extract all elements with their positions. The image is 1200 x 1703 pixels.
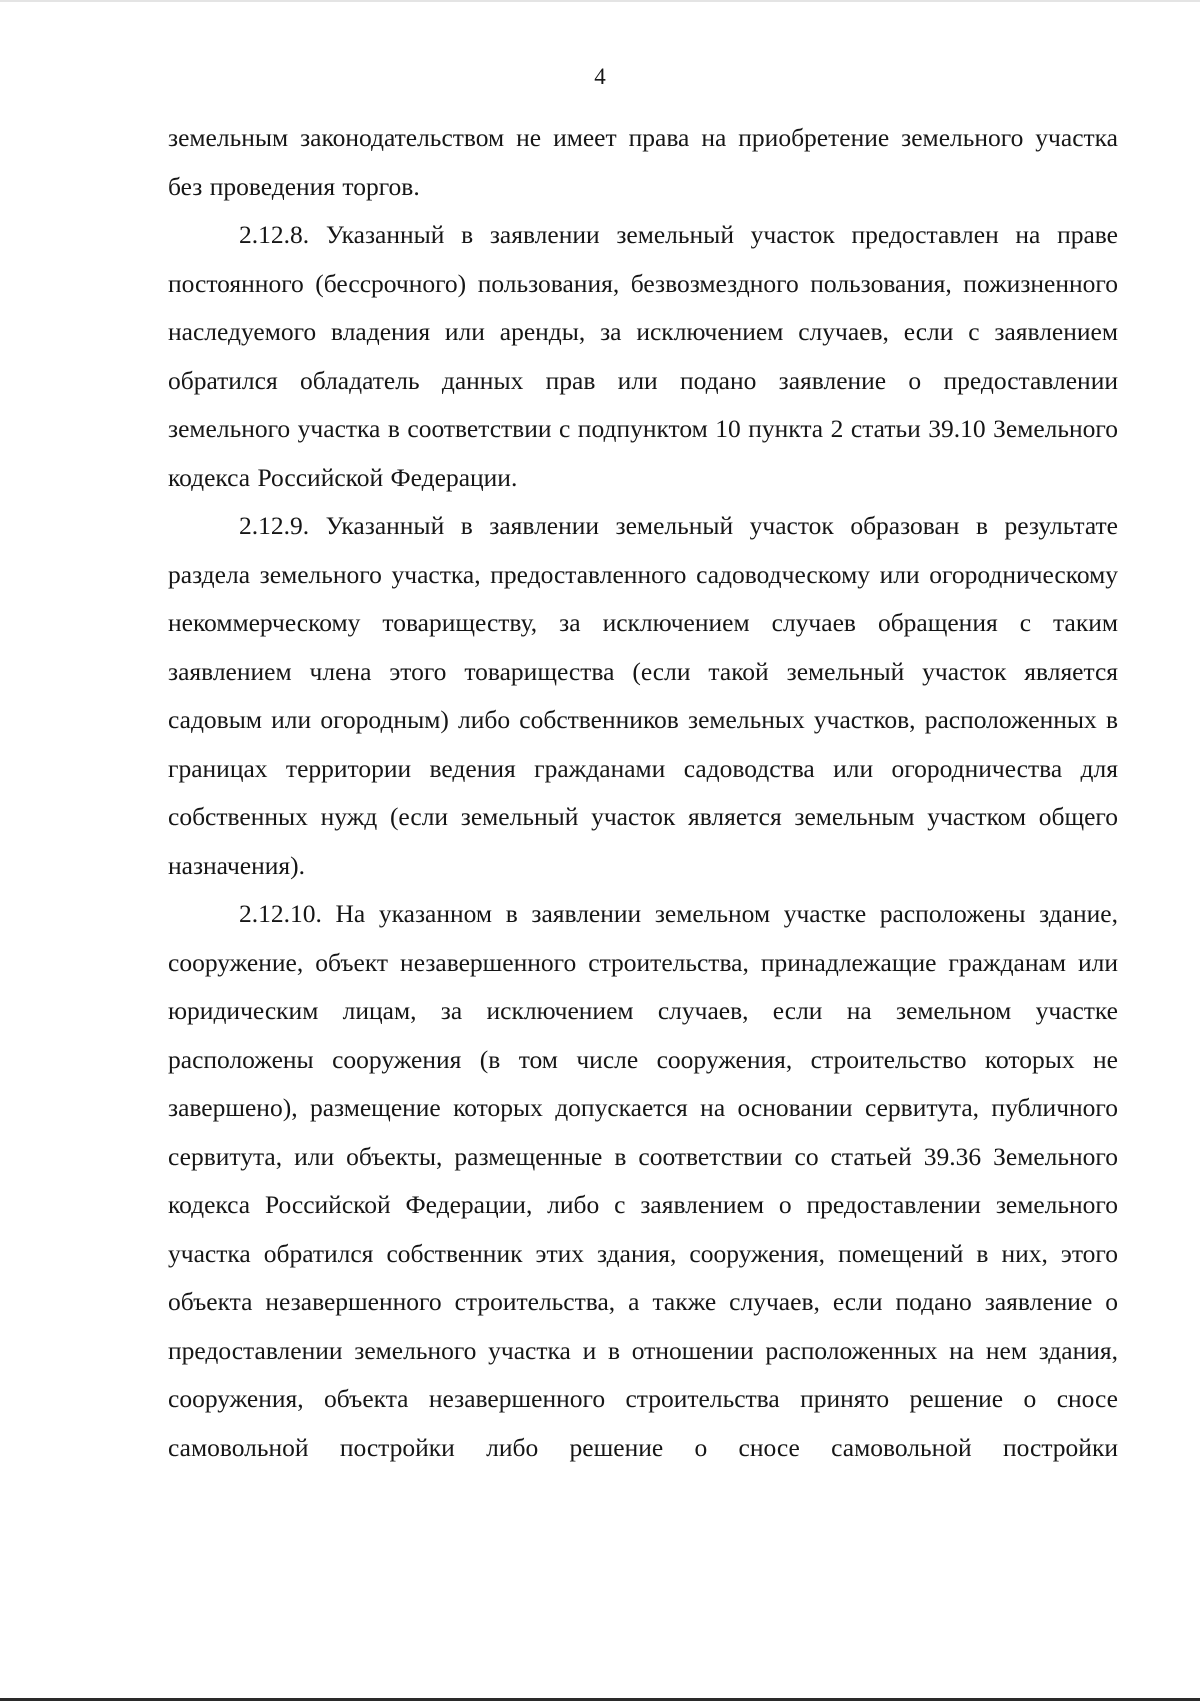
page-number: 4 <box>594 64 606 89</box>
paragraph-2-12-8: 2.12.8. Указанный в заявлении земельный участок предоставлен на праве постоянного (бессрочного) пользования, безвозмездного пользования, пожизненного наследуемого владения или аренды, за исключением случаев, если с заявлением обратился обладатель данных прав или подано заявление о предоставлении земельного участка в соответствии с подпунктом 10 пункта 2 статьи 39.10 Земельного кодекса Российской Федерации. <box>168 220 1118 492</box>
scan-edge-top <box>0 0 1200 2</box>
paragraph-2-12-9: 2.12.9. Указанный в заявлении земельный участок образован в результате раздела земельного участка, предоставленного садоводческому или огородническому некоммерческому товариществу, за исключением случаев обращения с таким заявлением члена этого товарищества (если такой земельный участок является садовым или огородным) либо собственников земельных участков, расположенных в границах территории ведения гражданами садоводства или огородничества для собственных нужд (если земельный участок является земельным участком общего назначения). <box>168 511 1118 880</box>
scan-edge-bottom <box>0 1698 1200 1701</box>
paragraph-2-12-10: 2.12.10. На указанном в заявлении земельном участке расположены здание, сооружение, объект незавершенного строительства, принадлежащие гражданам или юридическим лицам, за исключением случаев, если на земельном участке расположены сооружения (в том числе сооружения, строительство которых не завершено), размещение которых допускается на основании сервитута, публичного сервитута, или объекты, размещенные в соответствии со статьей 39.36 Земельного кодекса Российской Федерации, либо с заявлением о предоставлении земельного участка обратился собственник этих здания, сооружения, помещений в них, этого объекта незавершенного строительства, а также случаев, если подано заявление о предоставлении земельного участка и в отношении расположенных на нем здания, сооружения, объекта незавершенного строительства принято решение о сносе самовольной постройки либо решение о сносе самовольной постройки <box>168 899 1118 1462</box>
paragraph-continuation: земельным законодательством не имеет права на приобретение земельного участка без проведения торгов. <box>168 123 1118 201</box>
document-body <box>168 114 1118 1472</box>
